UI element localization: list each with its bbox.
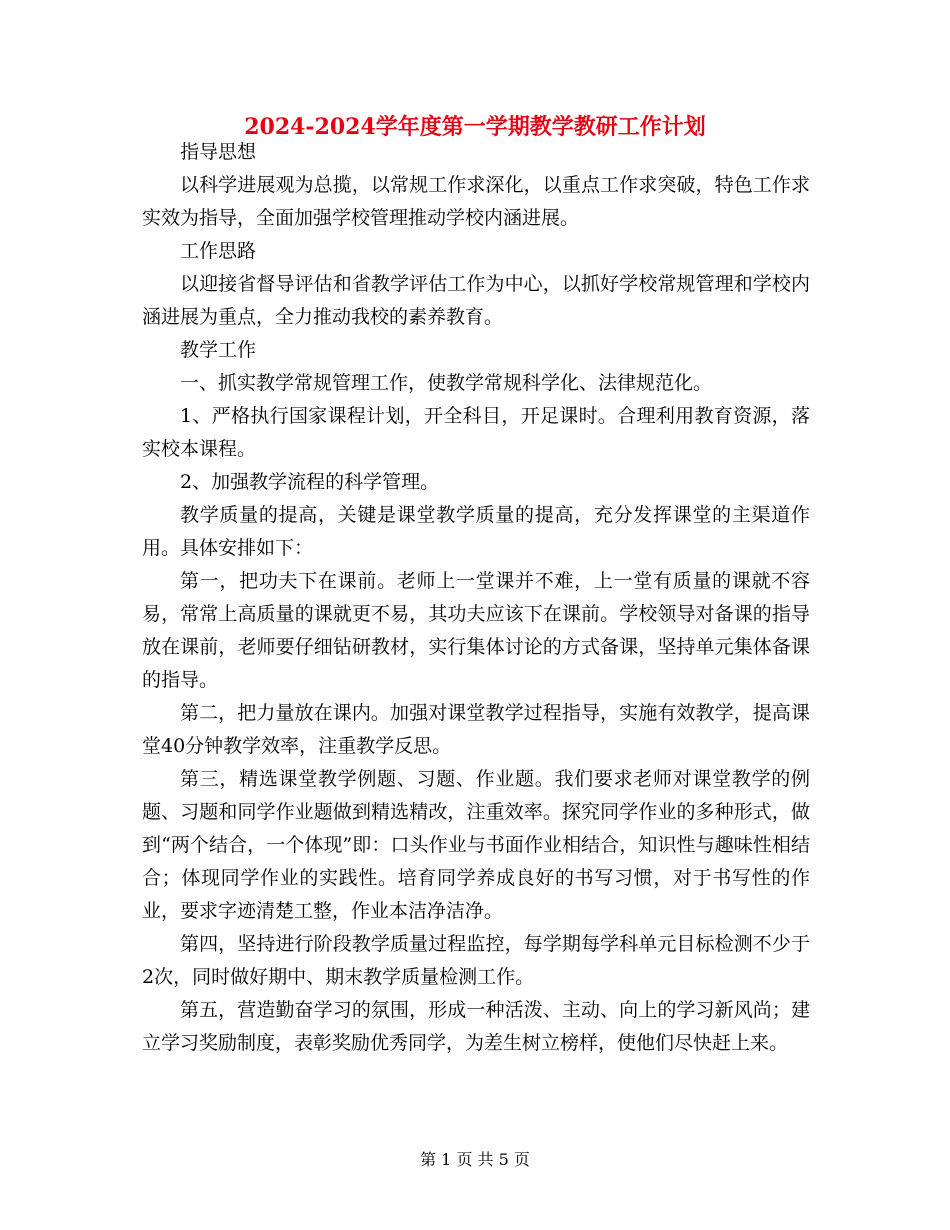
paragraph-item-two: 2、加强教学流程的科学管理。: [180, 471, 440, 493]
paragraph-guiding-ideology-heading: 指导思想: [180, 141, 257, 163]
paragraph-third: 第三，精选课堂教学例题、习题、作业题。我们要求老师对课堂教学的例题、习题和同学作业题做到精选精改，注重效率。探究同学作业的多种形式，做到“两个结合，一个体现”即：口头作业与书面作业相结合，知识性与趣味性相结合；体现同学作业的实践性。培育同学养成良好的书写习惯，对于书写性的作业，要求字迹清楚工整，作业本洁净洁净。: [142, 768, 810, 922]
paragraph-work-approach-heading: 工作思路: [180, 240, 257, 262]
paragraph-fifth: 第五，营造勤奋学习的氛围，形成一种活泼、主动、向上的学习新风尚；建立学习奖励制度，表彰奖励优秀同学，为差生树立榜样，使他们尽快赶上来。: [142, 999, 810, 1054]
paragraph-second: 第二，把力量放在课内。加强对课堂教学过程指导，实施有效教学，提高课堂40分钟教学效率，注重教学反思。: [142, 702, 810, 757]
paragraph-item-one: 1、严格执行国家课程计划，开全科目，开足课时。合理利用教育资源，落实校本课程。: [142, 405, 810, 460]
paragraph-quality-intro: 教学质量的提高，关键是课堂教学质量的提高，充分发挥课堂的主渠道作用。具体安排如下：: [142, 504, 810, 559]
paragraph-section-one: 一、抓实教学常规管理工作，使教学常规科学化、法律规范化。: [180, 372, 713, 394]
paragraph-fourth: 第四，坚持进行阶段教学质量过程监控，每学期每学科单元目标检测不少于2次，同时做好期中、期末教学质量检测工作。: [142, 933, 810, 988]
paragraph-teaching-work-heading: 教学工作: [180, 339, 257, 361]
document-title: 2024-2024学年度第一学期教学教研工作计划: [244, 114, 706, 140]
paragraph-guiding-ideology: 以科学进展观为总揽，以常规工作求深化，以重点工作求突破，特色工作求实效为指导，全面加强学校管理推动学校内涵进展。: [142, 174, 810, 229]
paragraph-first: 第一，把功夫下在课前。老师上一堂课并不难，上一堂有质量的课就不容易，常常上高质量的课就更不易，其功夫应该下在课前。学校领导对备课的指导放在课前，老师要仔细钻研教材，实行集体讨论的方式备课，坚持单元集体备课的指导。: [142, 570, 810, 691]
document-body: [142, 136, 810, 1060]
page-footer: 第 1 页 共 5 页: [420, 1150, 530, 1169]
paragraph-work-approach: 以迎接省督导评估和省教学评估工作为中心，以抓好学校常规管理和学校内涵进展为重点，全力推动我校的素养教育。: [142, 273, 810, 328]
